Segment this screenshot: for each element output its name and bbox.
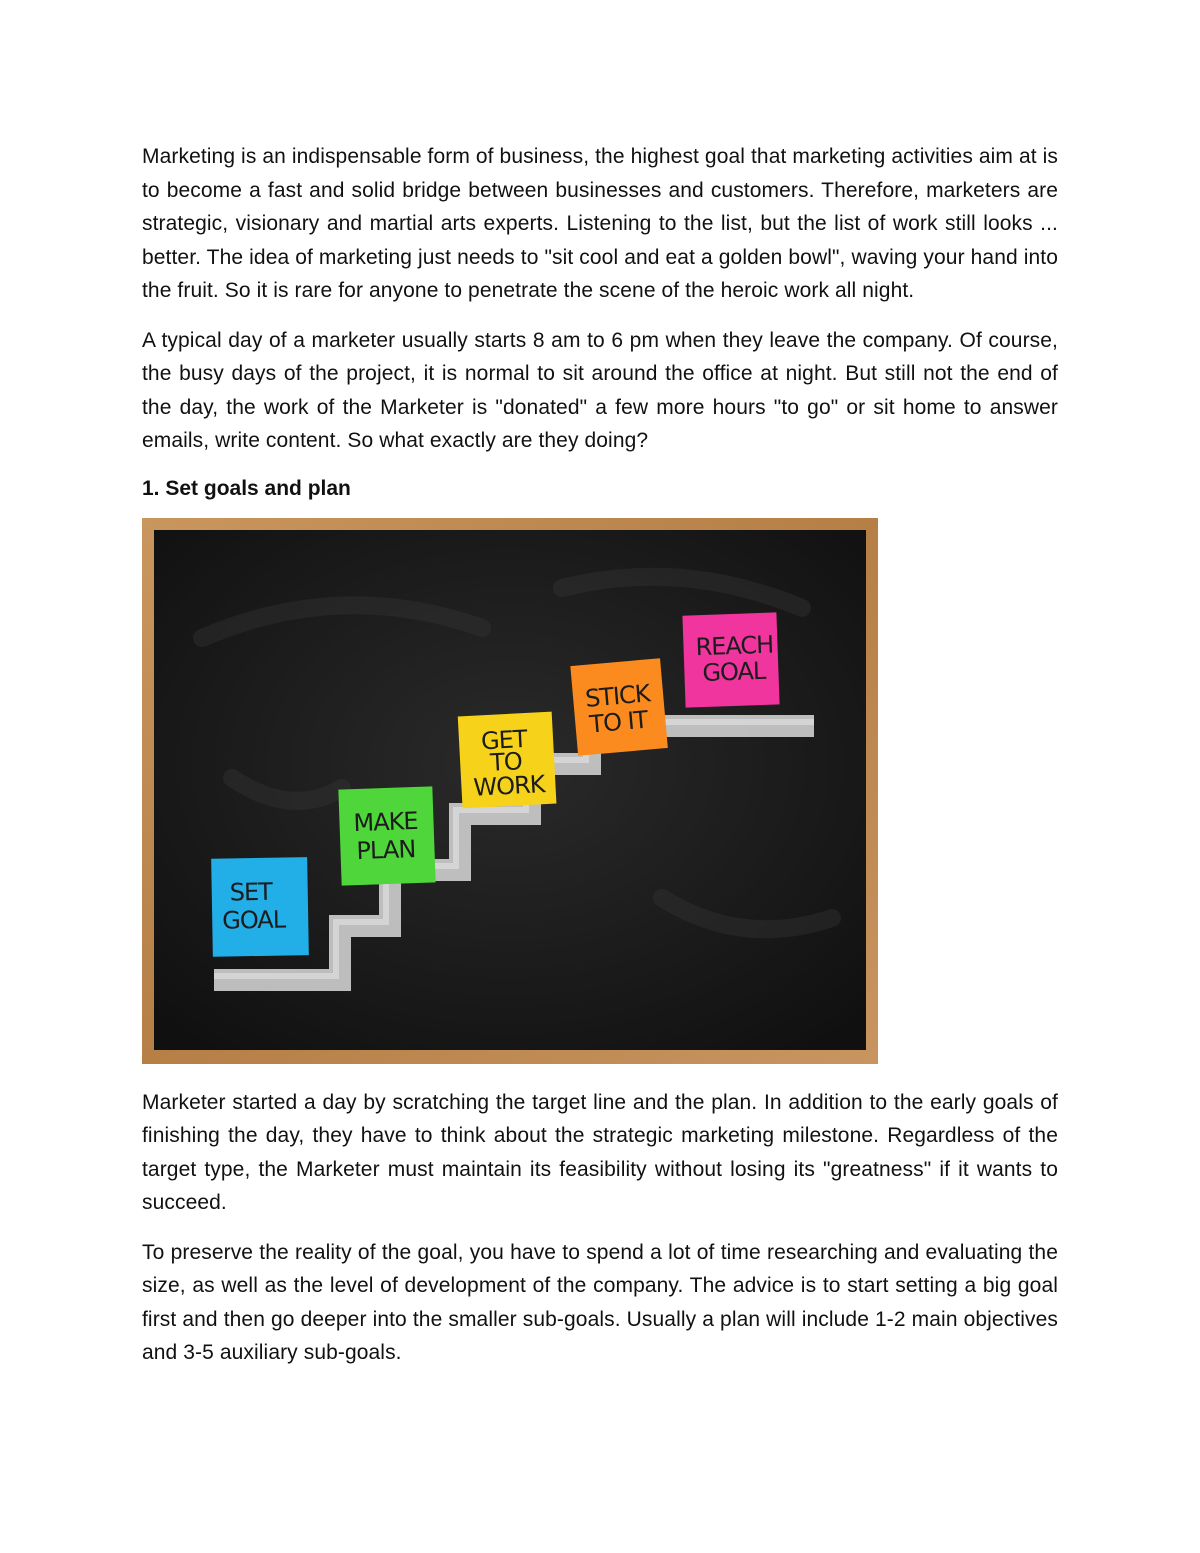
sticky-note-reach-goal-line2: GOAL [701,656,766,687]
sticky-note-get-to-work-line2: TO [489,746,523,777]
document-body [142,140,1058,1386]
sticky-note-stick-to-it-line1: STICK [584,678,651,713]
typical-day-paragraph: A typical day of a marketer usually starts 8 am to 6 pm when they leave the company. Of course, the busy days of the project, it is normal to sit around the office at night. But still not the end of the day, the work of the Marketer is "donated" a few more hours "to go" or sit home to answer emails, write content. So what exactly are they doing? [142,328,1058,452]
section-heading: 1. Set goals and plan [142,476,351,500]
sticky-note-set-goal-line2: GOAL [221,905,286,935]
chalkboard-illustration [142,518,878,1064]
sticky-note-reach-goal [682,612,779,707]
sticky-note-reach-goal-line1: REACH [695,630,774,661]
intro-paragraph: Marketing is an indispensable form of business, the highest goal that marketing activities aim at is to become a fast and solid bridge between businesses and customers. Therefore, marketers are strategic, visionary and martial arts experts. Listening to the list, but the list of work still looks ... better. The idea of marketing just needs to "sit cool and eat a golden bowl", waving your hand into the fruit. So it is rare for anyone to penetrate the scene of the heroic work all night. [142,145,1058,302]
sticky-note-get-to-work-line3: WORK [472,769,546,802]
sticky-note-make-plan-line1: MAKE [353,806,419,837]
goal-reality-paragraph: To preserve the reality of the goal, you have to spend a lot of time researching and evaluating the size, as well as the level of development of the company. The advice is to start setting a big goal first and then go deeper into the smaller sub-goals. Usually a plan will include 1-2 main objectives and 3-5 auxiliary sub-goals. [142,1240,1058,1364]
sticky-note-make-plan-line2: PLAN [356,834,416,865]
sticky-note-set-goal [211,857,309,957]
sticky-note-get-to-work [458,711,557,808]
sticky-note-stick-to-it-line2: TO IT [588,705,649,739]
sticky-note-make-plan [338,786,435,885]
sticky-note-stick-to-it [570,658,668,756]
sticky-note-get-to-work-line1: GET [480,724,528,755]
day-start-paragraph: Marketer started a day by scratching the target line and the plan. In addition to the early goals of finishing the day, they have to think about the strategic marketing milestone. Regardless of the target type, the Marketer must maintain its feasibility without losing its "greatness" if it wants to succeed. [142,1090,1058,1214]
sticky-note-set-goal-line1: SET [229,877,273,906]
